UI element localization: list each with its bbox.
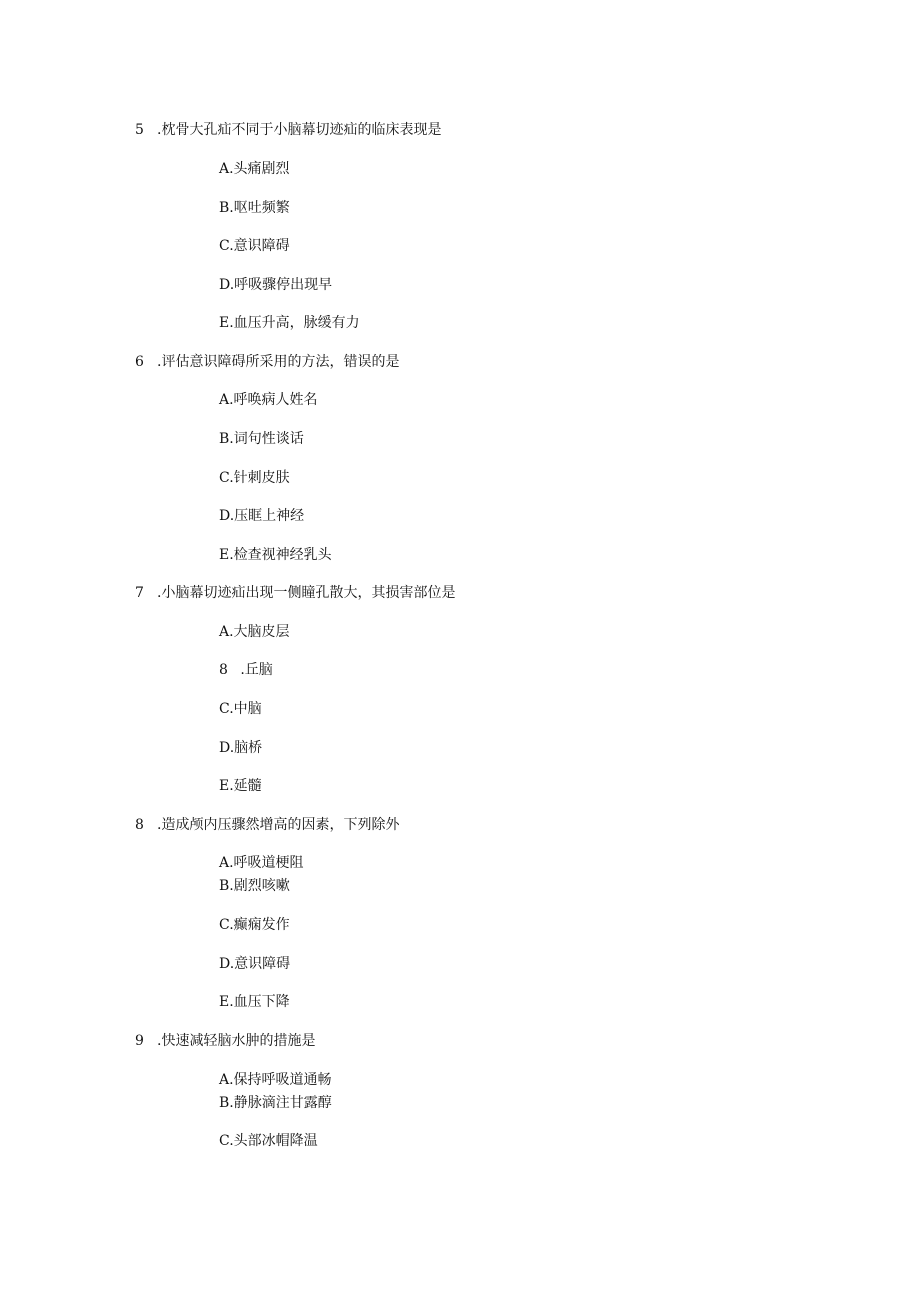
question-text: .造成颅内压骤然增高的因素，下列除外 [157,817,400,833]
option-5b: B.呕吐频繁 [219,200,290,216]
question-9 [135,1032,315,1050]
question-5 [135,121,441,139]
question-text: .枕骨大孔疝不同于小脑幕切迹疝的临床表现是 [157,122,442,138]
question-6 [135,353,399,371]
option-6e: E.检查视神经乳头 [219,547,332,563]
option-8d: D.意识障碍 [219,956,291,972]
question-number: 6 [135,354,144,370]
option-6a: A.呼唤病人姓名 [219,392,318,408]
option-6b: B.词句性谈话 [219,431,304,447]
option-6c: C.针刺皮肤 [219,470,290,486]
option-8b: B.剧烈咳嗽 [219,878,290,894]
option-9c: C.头部冰帽降温 [219,1133,318,1149]
option-9a: A.保持呼吸道通畅 [219,1072,332,1088]
option-5d: D.呼吸骤停出现早 [219,277,333,293]
option-7e: E.延髓 [219,778,262,794]
option-8c: C.癫痫发作 [219,917,290,933]
question-8 [135,816,399,834]
question-number: 9 [135,1033,144,1049]
option-9b: B.静脉滴注甘露醇 [219,1095,332,1111]
option-5c: C.意识障碍 [219,238,290,254]
option-8a: A.呼吸道梗阻 [219,855,304,871]
question-number: 7 [135,585,144,601]
option-7a: A.大脑皮层 [219,624,290,640]
question-text: .评估意识障碍所采用的方法，错误的是 [157,354,400,370]
option-7c: C.中脑 [219,701,262,717]
question-7 [135,584,455,602]
question-text: .快速减轻脑水肿的措施是 [157,1033,316,1049]
option-5e: E.血压升高，脉缓有力 [219,315,360,331]
option-7d: D.脑桥 [219,740,263,756]
option-6d: D.压眶上神经 [219,508,305,524]
option-8e: E.血压下降 [219,994,290,1010]
question-text: .小脑幕切迹疝出现一侧瞳孔散大，其损害部位是 [157,585,456,601]
question-number: 5 [135,122,144,138]
question-number: 8 [135,817,144,833]
option-7b: 8 .丘脑 [219,662,273,678]
option-5a: A.头痛剧烈 [219,161,290,177]
